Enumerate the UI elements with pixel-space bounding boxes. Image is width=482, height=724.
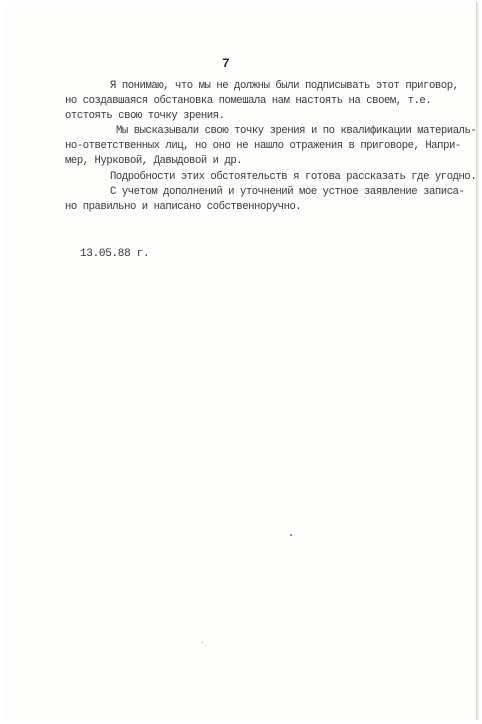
text-line: Мы высказывали свою точку зрения и по квалификации материаль- (116, 125, 477, 137)
text-line: но-ответственных лиц, но оно не нашло отражения в приговоре, Напри- (65, 140, 461, 152)
text-line: мер, Нурковой, Давыдовой и др. (65, 155, 243, 167)
text-line: Подробности этих обстоятельств я готова рассказать где угодно. (110, 171, 477, 183)
paper-speck (290, 534, 292, 536)
text-line: но создавшаяся обстановка помешала нам настоять на своем, т.е. (65, 95, 432, 107)
text-line: но правильно и написано собственноручно. (65, 201, 302, 213)
text-line: отстоять свою точку зрения. (65, 110, 225, 122)
text-line: С учетом дополнений и уточнений мое устное заявление записа- (110, 186, 465, 198)
page-number: 7 (222, 56, 230, 71)
date-line: 13.05.88 г. (80, 248, 150, 260)
paper-speck (202, 642, 203, 643)
text-line: Я понимаю, что мы не должны были подписывать этот приговор, (110, 80, 459, 92)
document-page (6, 2, 477, 720)
